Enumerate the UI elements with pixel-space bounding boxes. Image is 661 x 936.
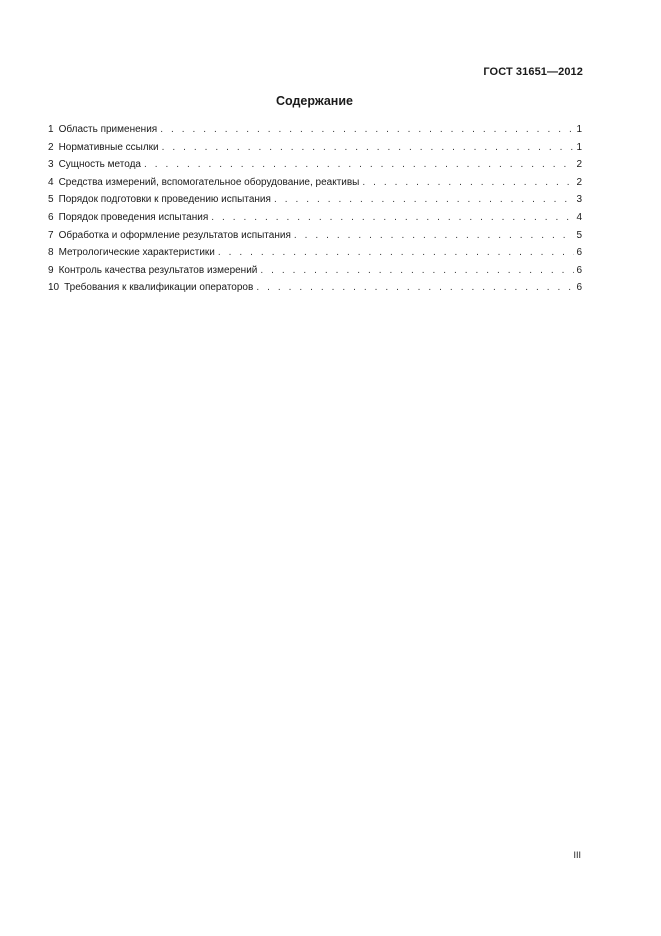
toc-leader-dots [141, 158, 574, 172]
toc-entry-page: 6 [576, 264, 582, 276]
toc-leader-dots [271, 193, 575, 207]
toc-entry-number: 5 [48, 194, 54, 206]
toc-entry-number: 7 [48, 229, 54, 241]
table-of-contents [48, 123, 582, 299]
toc-entry-title: Контроль качества результатов измерений [58, 264, 258, 276]
toc-entry-title: Порядок проведения испытания [58, 211, 209, 223]
toc-leader-dots [359, 176, 574, 190]
toc-entry-title: Средства измерений, вспомогательное оборудование, реактивы [58, 176, 360, 188]
toc-leader-dots [257, 264, 574, 278]
toc-leader-dots [253, 281, 574, 295]
toc-entry-number: 1 [48, 124, 54, 135]
toc-leader-dots [157, 123, 574, 137]
toc-entry-title: Требования к квалификации операторов [64, 282, 254, 294]
document-code: ГОСТ 31651—2012 [483, 66, 583, 78]
toc-entry-number: 9 [48, 264, 54, 276]
toc-entry-page: 4 [576, 211, 582, 223]
toc-entry-title: Метрологические характеристики [58, 247, 215, 259]
toc-entry-number: 4 [48, 176, 54, 188]
toc-entry-title: Область применения [58, 124, 158, 135]
toc-entry-page: 6 [576, 247, 582, 259]
page-number: III [573, 850, 581, 860]
toc-entry[interactable] [48, 281, 582, 299]
toc-entry-number: 8 [48, 247, 54, 259]
toc-entry[interactable] [48, 123, 582, 141]
toc-entry-number: 6 [48, 211, 54, 223]
toc-entry-title: Порядок подготовки к проведению испытания [58, 194, 271, 206]
toc-entry-page: 2 [576, 176, 582, 188]
toc-entry[interactable] [48, 246, 582, 264]
toc-entry[interactable] [48, 176, 582, 194]
toc-leader-dots [291, 229, 575, 243]
toc-entry-page: 3 [576, 194, 582, 206]
toc-entry-title: Сущность метода [58, 159, 141, 171]
toc-entry-title: Нормативные ссылки [58, 141, 159, 153]
toc-entry[interactable] [48, 264, 582, 282]
toc-title: Содержание [275, 94, 353, 108]
toc-entry-number: 2 [48, 141, 54, 153]
toc-entry[interactable] [48, 141, 582, 159]
toc-entry[interactable] [48, 211, 582, 229]
toc-entry[interactable] [48, 229, 582, 247]
toc-leader-dots [159, 141, 575, 155]
toc-entry-page: 6 [576, 282, 582, 294]
toc-entry-page: 5 [576, 229, 582, 241]
toc-entry-title: Обработка и оформление результатов испытания [58, 229, 291, 241]
toc-entry-page: 1 [576, 141, 582, 153]
toc-entry-page: 2 [576, 159, 582, 171]
toc-leader-dots [208, 211, 574, 225]
toc-leader-dots [215, 246, 575, 260]
toc-entry-number: 3 [48, 159, 54, 171]
toc-entry[interactable] [48, 158, 582, 176]
toc-entry-number: 10 [48, 282, 60, 294]
toc-entry-page: 1 [576, 124, 582, 135]
toc-entry[interactable] [48, 193, 582, 211]
